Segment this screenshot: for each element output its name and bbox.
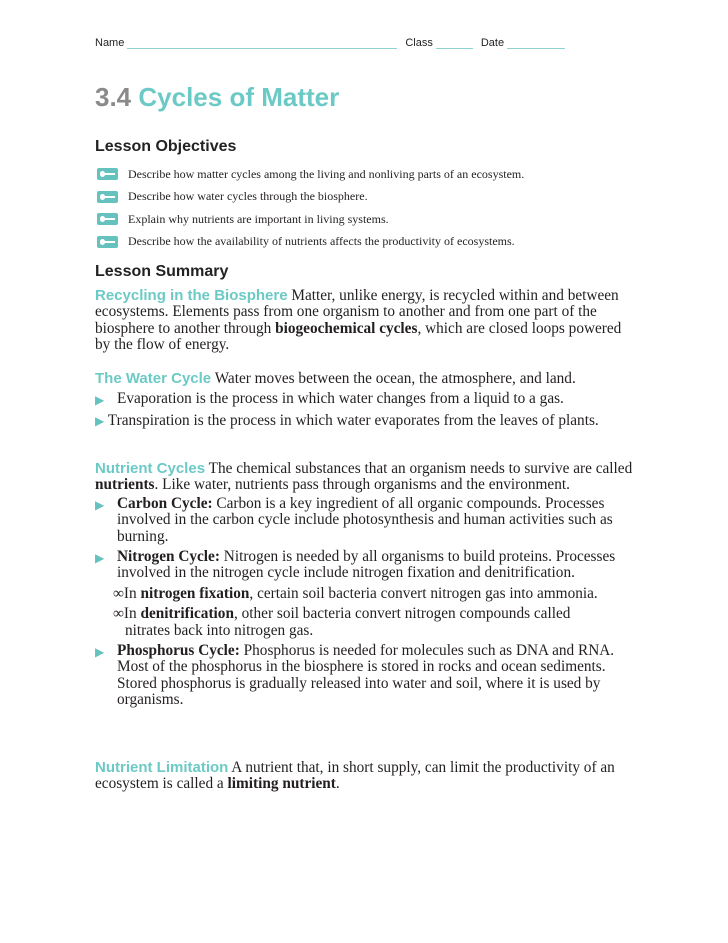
student-info-header bbox=[95, 37, 573, 49]
page-title: 3.4 Cycles of Matter bbox=[95, 82, 340, 112]
list-item: Describe how matter cycles among the living and nonliving parts of an ecosystem. bbox=[97, 163, 524, 186]
key-icon bbox=[97, 236, 118, 248]
objectives-list bbox=[97, 163, 524, 253]
class-field[interactable] bbox=[436, 38, 473, 49]
triangle-bullet-icon: ▶ bbox=[95, 551, 105, 566]
key-icon bbox=[97, 168, 118, 180]
limitation-section: Nutrient Limitation A nutrient that, in short supply, can limit the productivity of an ecosystem is called a limiting nutrient. bbox=[95, 759, 615, 793]
key-icon bbox=[97, 213, 118, 225]
list-item: Describe how the availability of nutrients affects the productivity of ecosystems. bbox=[97, 231, 524, 254]
key-icon bbox=[97, 191, 118, 203]
date-label: Date bbox=[480, 37, 505, 49]
summary-heading: Lesson Summary bbox=[95, 263, 229, 280]
list-item: Describe how water cycles through the biosphere. bbox=[97, 186, 524, 209]
date-field[interactable] bbox=[507, 38, 565, 49]
triangle-bullet-icon: ▶ bbox=[95, 645, 105, 660]
list-item: Explain why nutrients are important in living systems. bbox=[97, 208, 524, 231]
class-label: Class bbox=[405, 37, 433, 49]
water-section: The Water Cycle Water moves between the ocean, the atmosphere, and land. ▶ Evaporation is the process in which water changes from a liquid to a gas. ▶ Transpiration is the process in which water evaporates from the leaves of plants. bbox=[95, 370, 599, 429]
triangle-bullet-icon: ▶ bbox=[95, 413, 105, 428]
name-field[interactable] bbox=[127, 38, 397, 49]
infinity-bullet-icon: ∞ bbox=[113, 605, 124, 623]
triangle-bullet-icon: ▶ bbox=[95, 393, 105, 408]
triangle-bullet-icon: ▶ bbox=[95, 497, 105, 512]
infinity-bullet-icon: ∞ bbox=[113, 584, 124, 602]
objectives-heading: Lesson Objectives bbox=[95, 138, 237, 155]
nutrient-section: Nutrient Cycles The chemical substances that an organism needs to survive are called nutrients. Like water, nutrients pass through organisms and the environment. ▶ Carbon Cycle: Carbon is a key ingredient of all organic compounds. Processes involved in the carbon cycle include photosynthesis and human activities such as burning. ▶ Nitrogen Cycle: Nitrogen is needed by all organisms to build proteins. Processes involved in the nitrogen cycle include nitrogen fixation and denitrification. ∞In nitrogen fixation, certain soil bacteria convert nitrogen gas into ammonia. ∞In denitrification, other soil bacteria convert nitrogen compounds called nitrates back into nitrogen gas. ▶ Phosphorus Cycle: Phosphorus is needed for molecules such as DNA and RNA. Most of the phosphorus in the biosphere is stored in rocks and ocean sediments. Stored phosphorus is gradually released into water and soil, where it is used by organisms. bbox=[95, 460, 633, 709]
recycling-section: Recycling in the Biosphere Matter, unlike energy, is recycled within and between ecosystems. Elements pass from one organism to another and from one part of the biosphere to another through biogeochemical cycles, which are closed loops powered by the flow of energy. bbox=[95, 287, 622, 354]
name-label: Name bbox=[95, 37, 125, 49]
